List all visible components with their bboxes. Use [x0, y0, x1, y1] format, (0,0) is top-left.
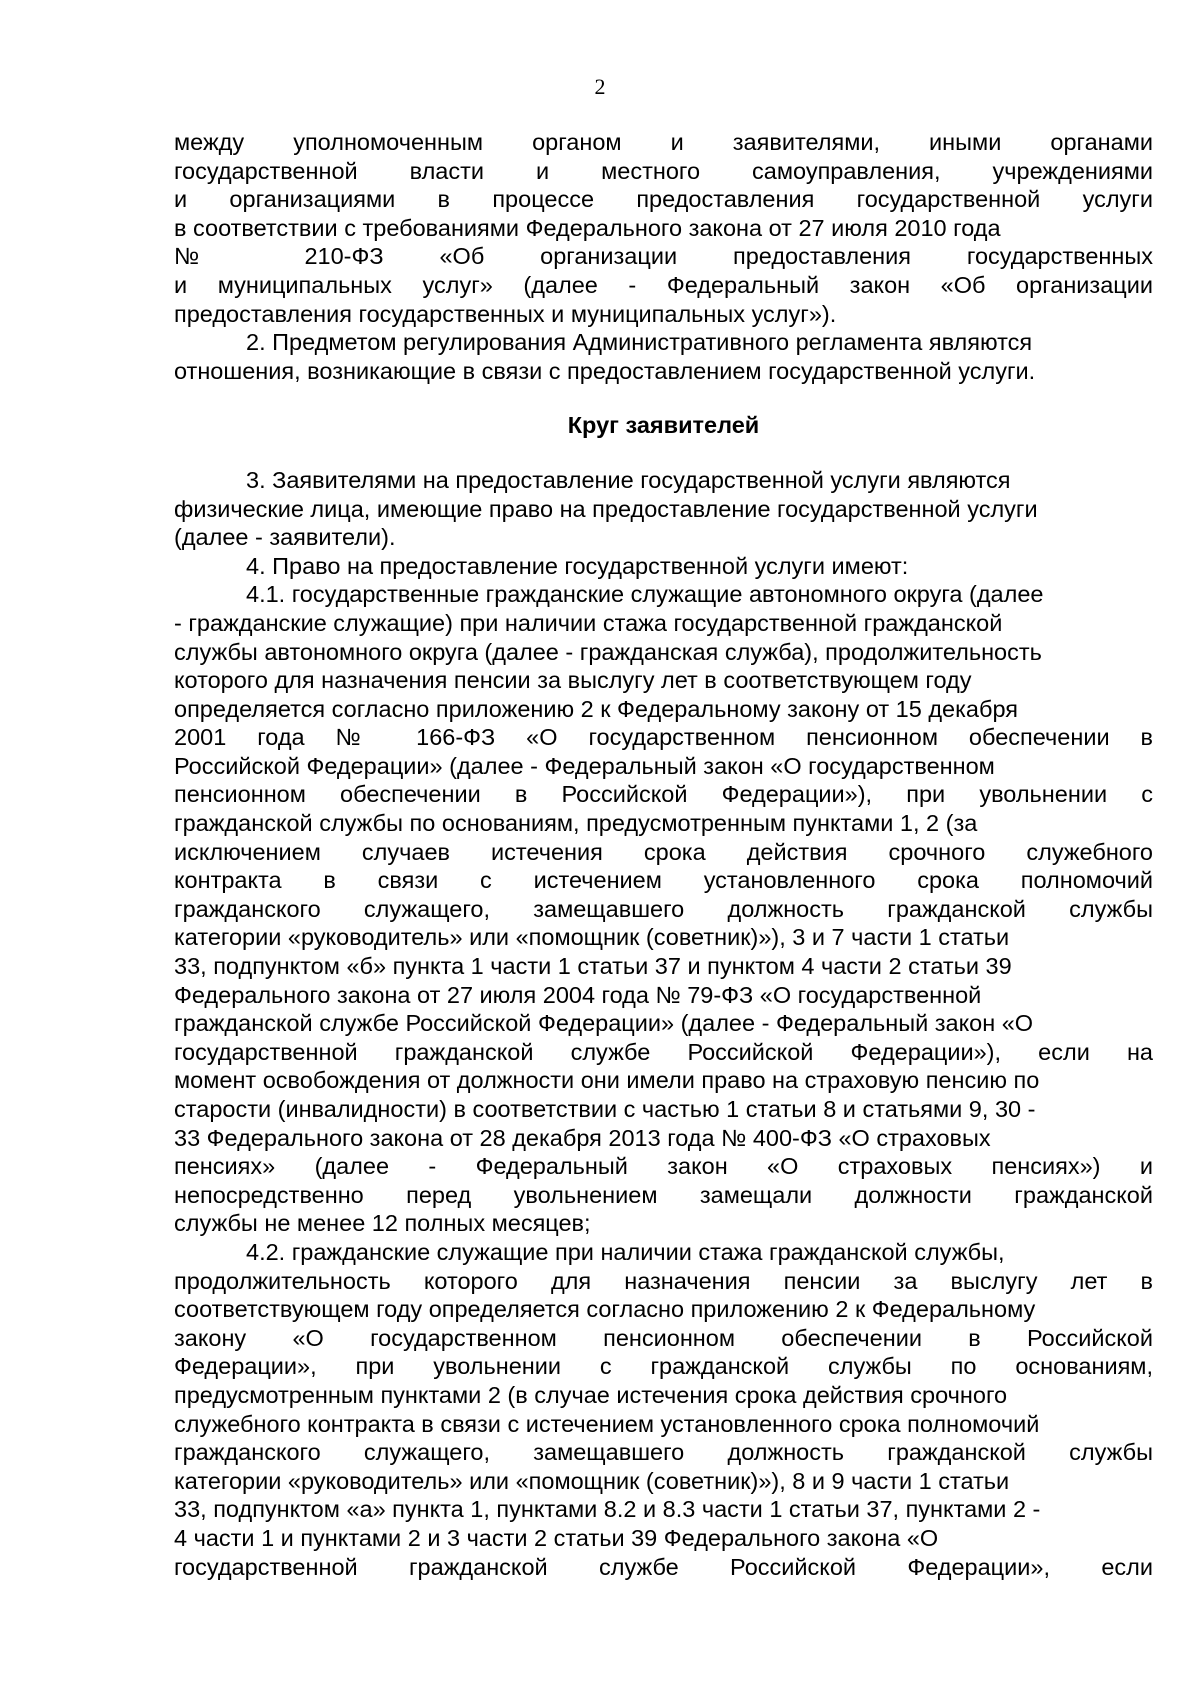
text-line: службы автономного округа (далее - гражданская служба), продолжительность	[174, 638, 1042, 665]
page-number: 2	[594, 74, 606, 99]
text-line: 33, подпунктом «б» пункта 1 части 1 статьи 37 и пунктом 4 части 2 статьи 39	[174, 953, 1012, 980]
text-line: Федерации», при увольнении с гражданской службы по основаниям,	[174, 1353, 1153, 1380]
section-heading: Круг заявителей	[567, 412, 760, 439]
document-body	[174, 128, 1153, 1581]
text-line: пенсионном обеспечении в Российской Федерации»), при увольнении с	[174, 781, 1153, 808]
text-line: служебного контракта в связи с истечением установленного срока полномочий	[174, 1410, 1040, 1437]
text-line: государственной власти и местного самоуправления, учреждениями	[174, 157, 1153, 184]
text-line: службы не менее 12 полных месяцев;	[174, 1210, 591, 1237]
text-line: отношения, возникающие в связи с предоставлением государственной услуги.	[174, 357, 1036, 384]
text-line: определяется согласно приложению 2 к Федеральному закону от 15 декабря	[174, 695, 1018, 722]
text-line: № 210-ФЗ «Об организации предоставления государственных	[174, 243, 1153, 270]
text-line: момент освобождения от должности они имели право на страховую пенсию по	[174, 1067, 1040, 1094]
text-line: физические лица, имеющие право на предоставление государственной услуги	[174, 495, 1038, 522]
text-line: - гражданские служащие) при наличии стажа государственной гражданской	[174, 609, 1003, 636]
text-line: старости (инвалидности) в соответствии с частью 1 статьи 8 и статьями 9, 30 -	[174, 1096, 1036, 1122]
text-line: соответствующем году определяется согласно приложению 2 к Федеральному	[174, 1296, 1036, 1323]
text-line: предоставления государственных и муниципальных услуг»).	[174, 300, 837, 327]
text-line: Российской Федерации» (далее - Федеральный закон «О государственном	[174, 752, 995, 779]
text-line: предусмотренным пунктами 2 (в случае истечения срока действия срочного	[174, 1381, 1008, 1408]
text-line: закону «О государственном пенсионном обеспечении в Российской	[174, 1324, 1153, 1351]
text-line: в соответствии с требованиями Федерального закона от 27 июля 2010 года	[174, 214, 1001, 241]
text-line: 2001 года № 166-ФЗ «О государственном пенсионном обеспечении в	[174, 724, 1153, 751]
text-line: государственной гражданской службе Российской Федерации», если	[174, 1553, 1153, 1580]
text-line: и организациями в процессе предоставления государственной услуги	[174, 186, 1153, 213]
text-line: продолжительность которого для назначения пенсии за выслугу лет в	[174, 1267, 1153, 1294]
text-line: 3. Заявителями на предоставление государственной услуги являются	[246, 466, 1011, 493]
text-line: 2. Предметом регулирования Административного регламента являются	[246, 329, 1033, 356]
text-line: 4 части 1 и пунктами 2 и 3 части 2 статьи 39 Федерального закона «О	[174, 1524, 939, 1551]
text-line: 4.2. гражданские служащие при наличии стажа гражданской службы,	[246, 1238, 1005, 1265]
text-line: исключением случаев истечения срока действия срочного служебного	[174, 838, 1153, 865]
text-line: контракта в связи с истечением установленного срока полномочий	[174, 867, 1153, 894]
text-line: пенсиях» (далее - Федеральный закон «О страховых пенсиях») и	[174, 1153, 1153, 1180]
text-line: и муниципальных услуг» (далее - Федеральный закон «Об организации	[174, 271, 1153, 298]
text-line: непосредственно перед увольнением замещали должности гражданской	[174, 1181, 1153, 1208]
text-line: которого для назначения пенсии за выслугу лет в соответствующем году	[174, 667, 972, 694]
text-line: 33, подпунктом «а» пункта 1, пунктами 8.2 и 8.3 части 1 статьи 37, пунктами 2 -	[174, 1496, 1041, 1523]
text-line: (далее - заявители).	[174, 524, 396, 551]
text-line: 33 Федерального закона от 28 декабря 2013 года № 400-ФЗ «О страховых	[174, 1124, 991, 1151]
text-line: категории «руководитель» или «помощник (советник)»), 3 и 7 части 1 статьи	[174, 924, 1010, 951]
text-line: гражданского служащего, замещавшего должность гражданской службы	[174, 895, 1153, 922]
text-line: гражданского служащего, замещавшего должность гражданской службы	[174, 1439, 1153, 1466]
text-line: 4.1. государственные гражданские служащие автономного округа (далее	[246, 581, 1044, 608]
text-line: между уполномоченным органом и заявителями, иными органами	[174, 129, 1153, 155]
text-line: категории «руководитель» или «помощник (советник)»), 8 и 9 части 1 статьи	[174, 1467, 1010, 1494]
text-line: государственной гражданской службе Российской Федерации»), если на	[174, 1038, 1153, 1065]
text-line: 4. Право на предоставление государственной услуги имеют:	[246, 552, 909, 579]
text-line: гражданской службы по основаниям, предусмотренным пунктами 1, 2 (за	[174, 810, 978, 837]
text-line: Федерального закона от 27 июля 2004 года № 79-ФЗ «О государственной	[174, 981, 982, 1008]
text-line: гражданской службе Российской Федерации» (далее - Федеральный закон «О	[174, 1010, 1034, 1037]
